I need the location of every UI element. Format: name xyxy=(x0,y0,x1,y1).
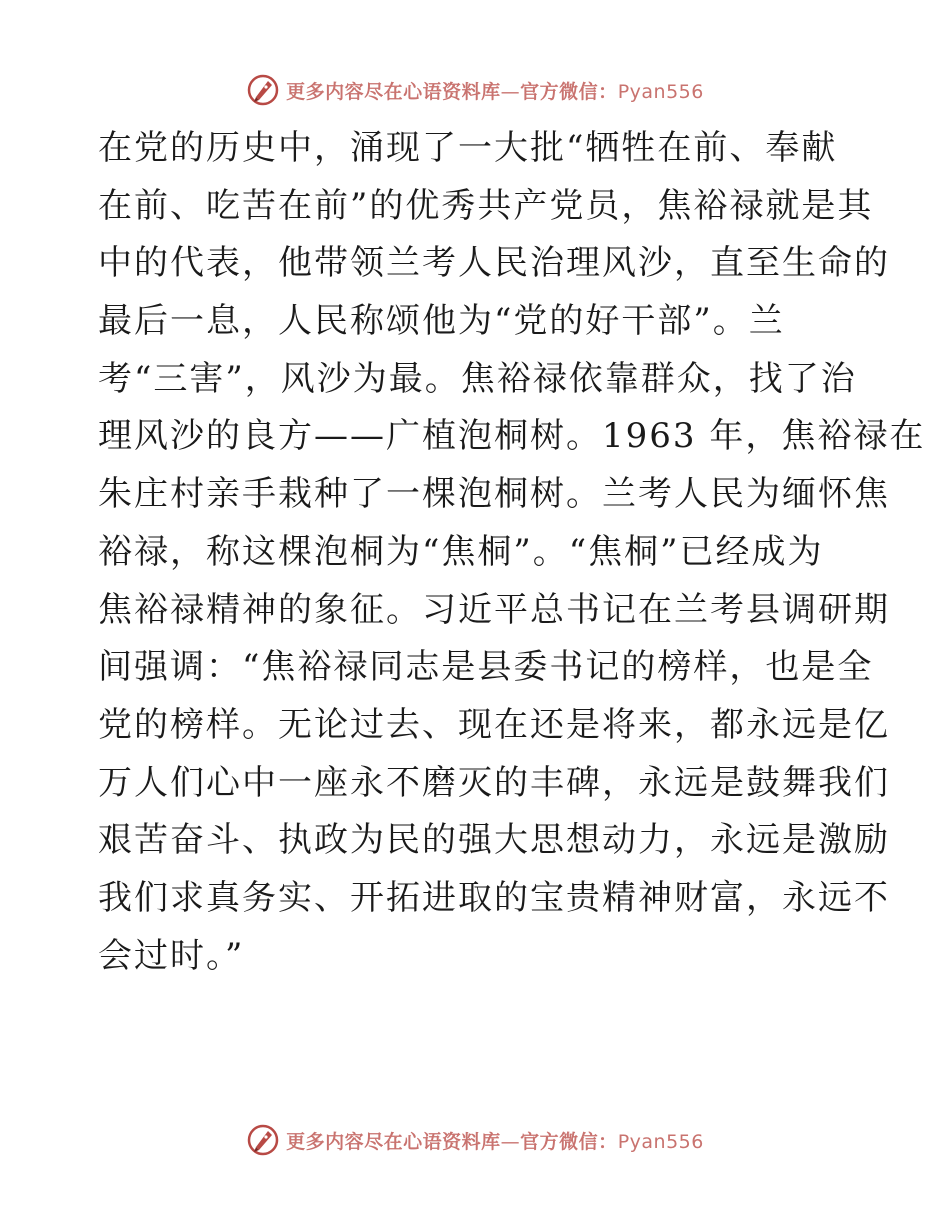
text-line: 党的榜样。无论过去、现在还是将来，都永远是亿 xyxy=(98,704,890,745)
text-line: 考“三害”，风沙为最。焦裕禄依靠群众，找了治 xyxy=(98,358,857,399)
header-separator: — xyxy=(500,80,521,103)
text-line: 艰苦奋斗、执政为民的强大思想动力，永远是激励 xyxy=(98,820,890,861)
header-wechat-id: Pyan556 xyxy=(617,80,704,103)
text-line: 裕禄，称这棵泡桐为“焦桐”。“焦桐”已经成为 xyxy=(98,531,824,572)
header-banner xyxy=(0,70,950,110)
pen-nib-logo-icon xyxy=(246,73,280,107)
text-line: 万人们心中一座永不磨灭的丰碑，永远是鼓舞我们 xyxy=(98,762,890,803)
footer-separator: — xyxy=(500,1130,521,1153)
footer-wechat-id: Pyan556 xyxy=(617,1130,704,1153)
text-line: 朱庄村亲手栽种了一棵泡桐树。兰考人民为缅怀焦 xyxy=(98,474,890,515)
footer-banner xyxy=(0,1120,950,1160)
text-line: 焦裕禄精神的象征。习近平总书记在兰考县调研期 xyxy=(98,589,890,630)
text-line: 理风沙的良方——广植泡桐树。1963 年，焦裕禄在 xyxy=(98,416,926,457)
text-line: 会过时。” xyxy=(98,935,245,976)
header-site-name: 更多内容尽在心语资料库 xyxy=(286,80,501,103)
header-text xyxy=(286,77,704,104)
footer-site-name: 更多内容尽在心语资料库 xyxy=(286,1130,501,1153)
footer-wechat-label: 官方微信： xyxy=(520,1130,618,1153)
footer-text xyxy=(286,1127,704,1154)
body-text xyxy=(98,120,926,985)
text-line: 在前、吃苦在前”的优秀共产党员，焦裕禄就是其 xyxy=(98,185,874,226)
pen-nib-logo-icon xyxy=(246,1123,280,1157)
text-line: 间强调：“焦裕禄同志是县委书记的榜样，也是全 xyxy=(98,647,874,688)
header-wechat-label: 官方微信： xyxy=(520,80,618,103)
text-line: 我们求真务实、开拓进取的宝贵精神财富，永远不 xyxy=(98,877,890,918)
text-line: 中的代表，他带领兰考人民治理风沙，直至生命的 xyxy=(98,243,890,284)
text-line: 最后一息，人民称颂他为“党的好干部”。兰 xyxy=(98,301,785,342)
text-line: 在党的历史中，涌现了一大批“牺牲在前、奉献 xyxy=(98,128,838,168)
